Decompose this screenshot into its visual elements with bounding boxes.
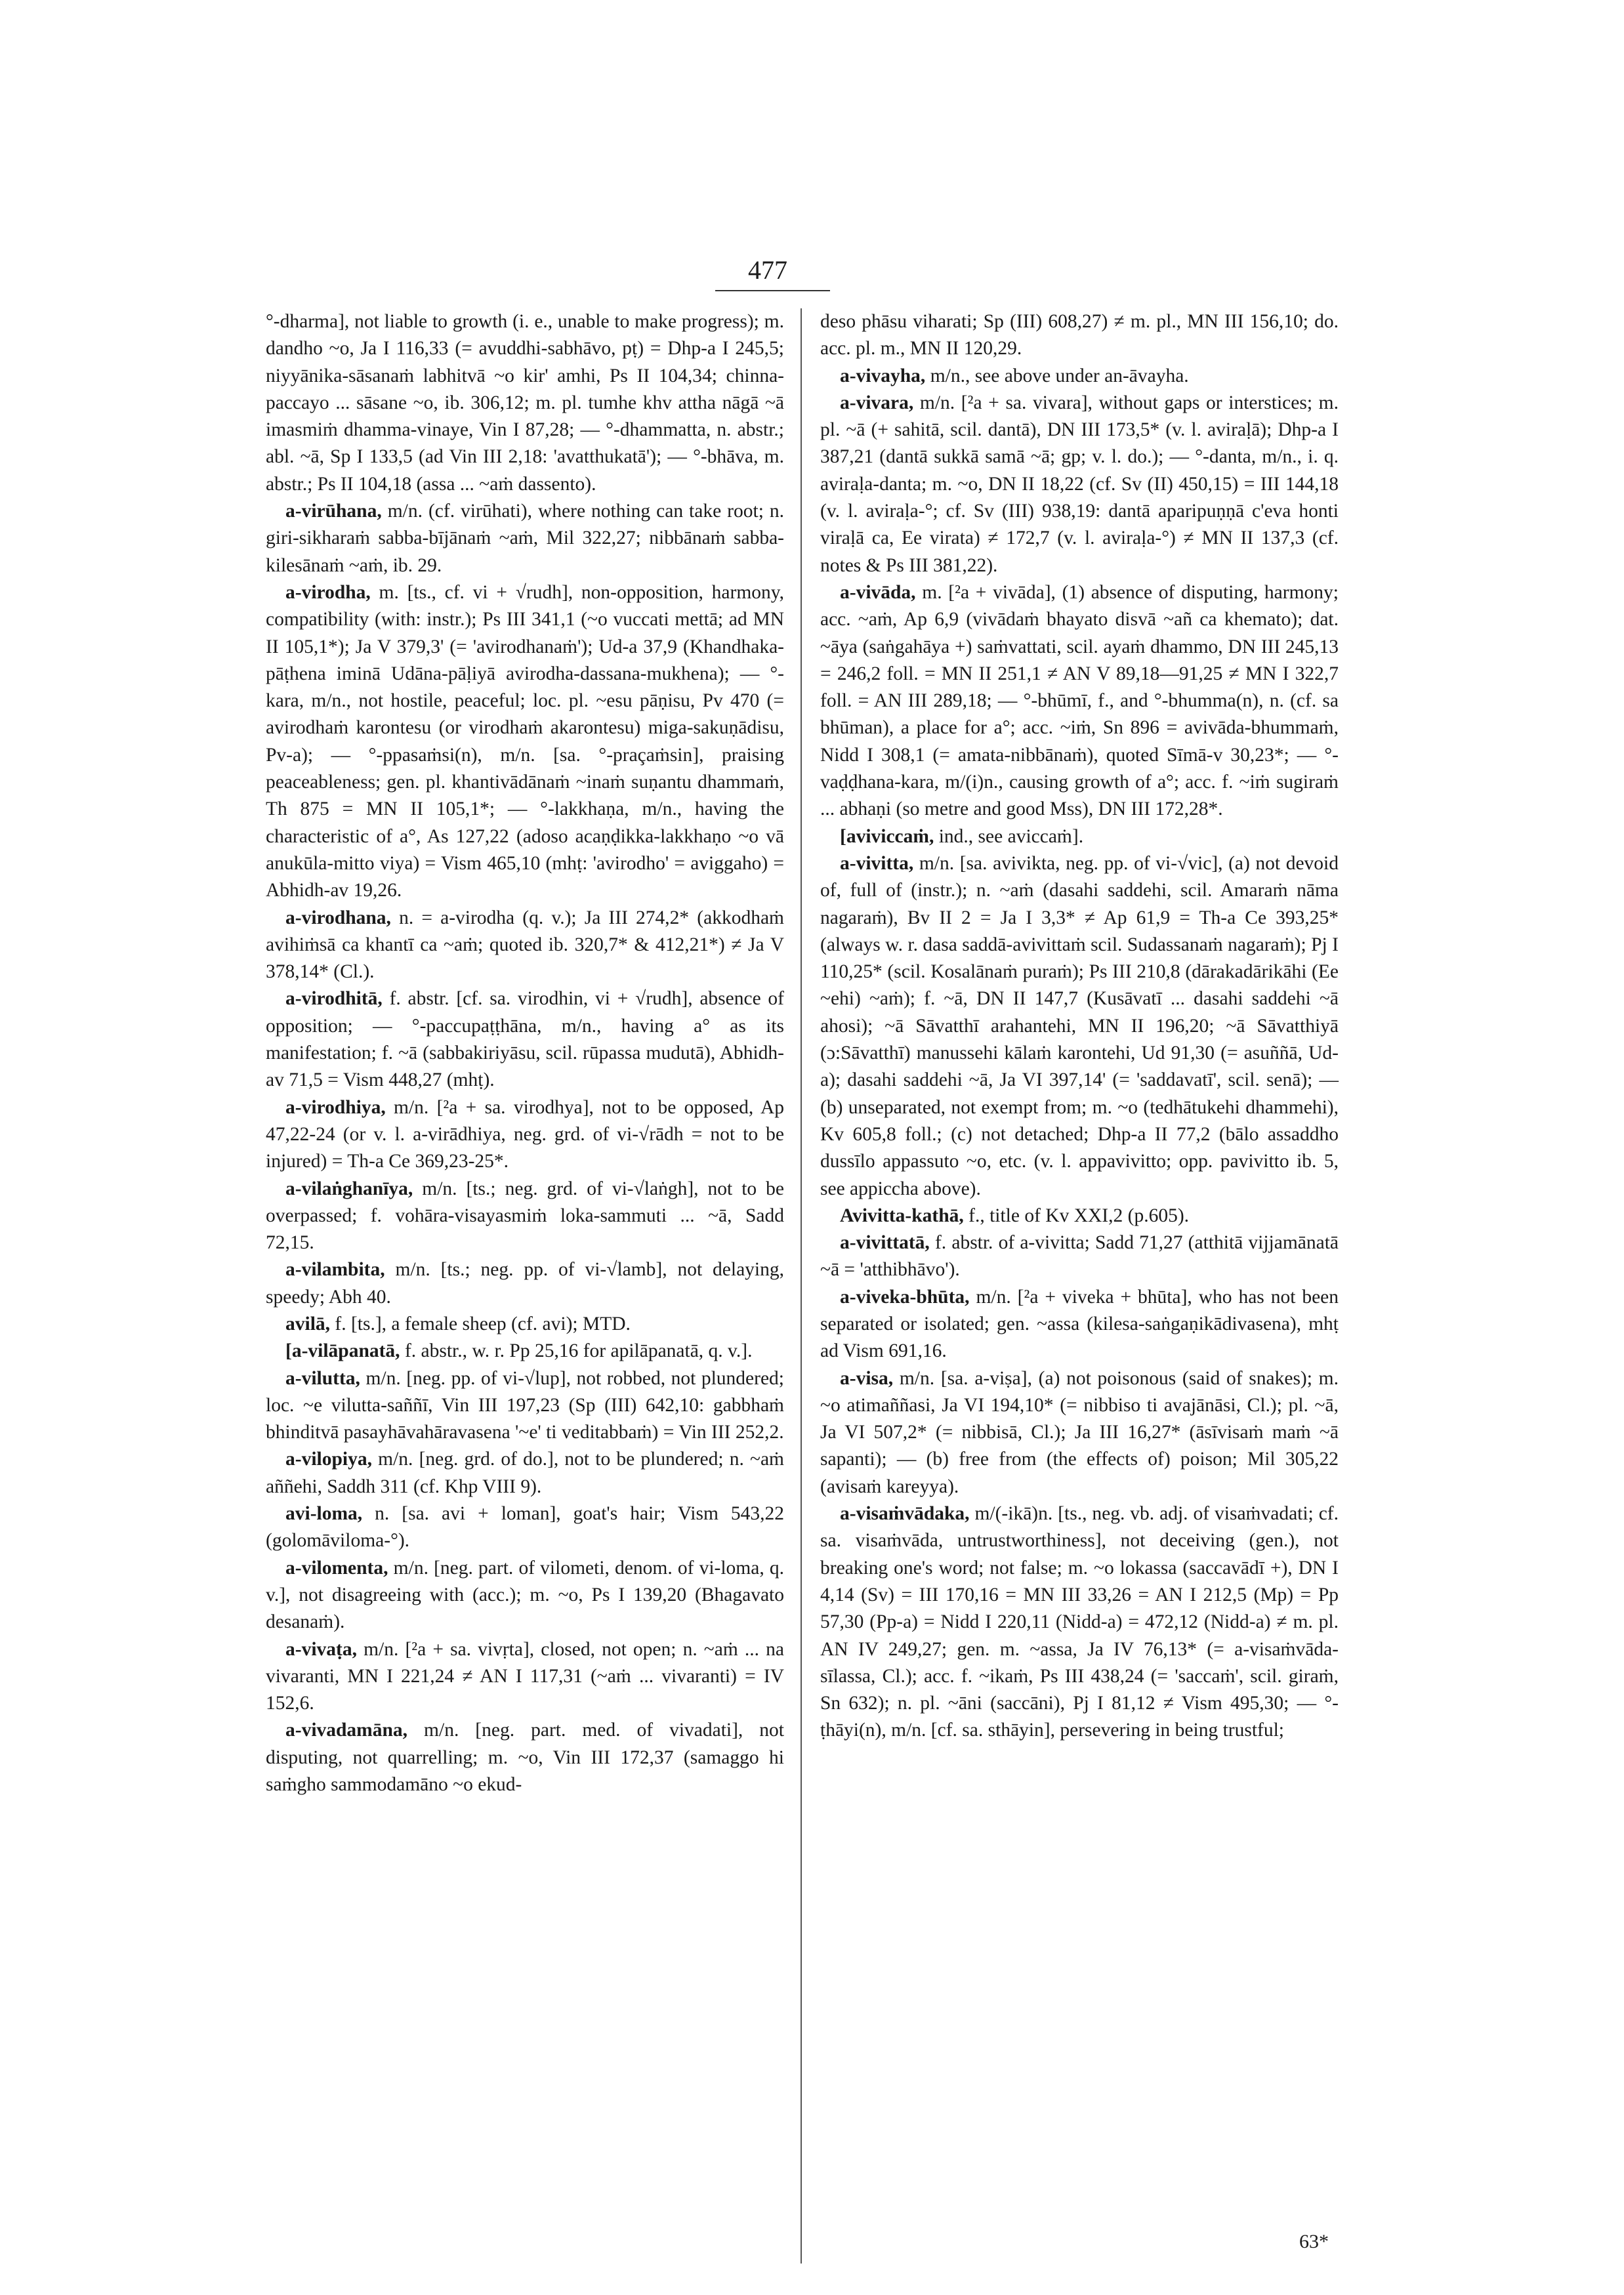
- entry-headword: [a-vilāpanatā,: [285, 1340, 400, 1362]
- entry-definition: m/n. [sa. a-viṣa], (a) not poisonous (said of snakes); m. ~o atimaññasi, Ja VI 194,10* (= nibbiso ti avajānāsi, Cl.); pl. ~ā, Ja VI 507,2* (= nibbisā, Cl.); Ja III 16,27* (āsīvisaṁ maṁ ~ā sapanti); — (b) free from (the effects of) poison; Mil 305,22 (avisaṁ kareyya).: [820, 1367, 1339, 1497]
- entry-headword: a-vivaṭa,: [285, 1638, 357, 1660]
- page-number-rule: [715, 290, 830, 291]
- entry-definition: m/n. (cf. virūhati), where nothing can take root; n. giri-sikharaṁ sabba-bījānaṁ ~aṁ, Mil 322,27; nibbānaṁ sabba-kilesānaṁ ~aṁ, ib. 29.: [266, 501, 784, 576]
- entry-headword: a-visa,: [840, 1367, 894, 1389]
- dictionary-entry: [266, 1256, 784, 1311]
- entry-definition: m/n. [²a + sa. virodhya], not to be opposed, Ap 47,22-24 (or v. l. a-virādhiya, neg. grd. of vi-√rādh = not to be injured) = Th-a Ce 369,23-25*.: [266, 1096, 785, 1172]
- entry-definition: m/n. [neg. pp. of vi-√lup], not robbed, not plundered; loc. ~e vilutta-saññī, Vin III 197,23 (Sp (III) 642,10: gabbhaṁ bhinditvā pasayhāvahāravasena '~e' ti veditabbaṁ) = Vin III 252,2.: [266, 1367, 785, 1443]
- dictionary-entry: [266, 1365, 784, 1447]
- entry-headword: a-vivayha,: [840, 365, 926, 386]
- entry-definition: n. = a-virodha (q. v.); Ja III 274,2* (akkodhaṁ avihiṁsā ca khantī ca ~aṁ; quoted ib. 320,7* & 412,21*) ≠ Ja V 378,14* (Cl.).: [266, 907, 784, 983]
- dictionary-entry: [266, 1717, 784, 1798]
- entry-headword: a-vivittatā,: [840, 1232, 930, 1254]
- entry-definition: f. abstr., w. r. Pp 25,16 for apilāpanatā, q. v.].: [404, 1340, 753, 1362]
- entry-headword: a-viveka-bhūta,: [840, 1286, 970, 1308]
- dictionary-entry: [266, 1636, 784, 1718]
- page-number: 477: [748, 255, 787, 285]
- entry-definition: m/n. [²a + viveka + bhūta], who has not been separated or isolated; gen. ~assa (kilesa-saṅgaṇikādivasena), mhṭ ad Vism 691,16.: [820, 1286, 1339, 1362]
- dictionary-entry: [266, 985, 784, 1094]
- entry-definition: m/n. [ts.; neg. pp. of vi-√lamb], not delaying, speedy; Abh 40.: [266, 1259, 784, 1308]
- entry-definition: m/n. [²a + sa. vivara], without gaps or interstices; m. pl. ~ā (+ sahitā, scil. dantā), DN III 173,5* (v. l. aviraḷā); Dhp-a I 387,21 (dantā sukkā samā ~ā; gp; v. l. do.); — °-danta, m/n., i. q. aviraḷa-danta; m. ~o, DN II 18,22 (cf. Sv (II) 450,15) = III 144,18 (v. l. aviraḷa-°; cf. Sv (III) 938,19: dantā aparipuṇṇā c'eva honti viraḷā ca, Ee virata) ≠ 172,7 (v. l. aviraḷa-°) ≠ MN II 137,3 (cf. notes & Ps III 381,22).: [820, 392, 1339, 576]
- entry-definition: m/(-ikā)n. [ts., neg. vb. adj. of visaṁvadati; cf. sa. visaṁvāda, untrustworthiness], not deceiving (gen.), not breaking one's word; not false; m. ~o lokassa (saccavādī +), DN I 4,14 (Sv) = III 170,16 = MN III 33,26 = AN I 212,5 (Mp) = Pp 57,30 (Pp-a) = Nidd I 220,11 (Nidd-a) = 472,12 (Nidd-a) ≠ m. pl. AN IV 249,27; gen. m. ~assa, Ja IV 76,13* (= a-visaṁvāda-sīlassa, Cl.); acc. f. ~ikaṁ, Ps III 438,24 (= 'saccaṁ', scil. giraṁ, Sn 632); n. pl. ~āni (saccāni), Pj I 81,12 ≠ Vism 495,30; — °-ṭhāyi(n), m/n. [cf. sa. sthāyin], persevering in being trustful;: [820, 1503, 1339, 1741]
- entry-definition: f. abstr. of a-vivitta; Sadd 71,27 (atthitā vijjamānatā ~ā = 'atthibhāvo').: [820, 1232, 1339, 1281]
- entry-headword: avilā,: [285, 1313, 331, 1334]
- entry-headword: a-vilambita,: [285, 1259, 385, 1281]
- entry-headword: [aviviccaṁ,: [840, 825, 934, 847]
- entry-headword: a-virodhitā,: [285, 988, 383, 1010]
- dictionary-entry: [820, 363, 1339, 390]
- entry-definition: m/n. [ts.; neg. grd. of vi-√laṅgh], not to be overpassed; f. vohāra-visayasmiṁ loka-sammuti ... ~ā, Sadd 72,15.: [266, 1178, 785, 1254]
- entry-definition: m. [²a + vivāda], (1) absence of disputing, harmony; acc. ~aṁ, Ap 6,9 (vivādaṁ bhayato disvā ~añ ca khemato); dat. ~āya (saṅgahāya +) saṁvattati, scil. ayaṁ dhammo, DN III 245,13 = 246,2 foll. = MN II 251,1 ≠ AN V 89,18—91,25 ≠ MN I 322,7 foll. = AN III 289,18; — °-bhūmī, f., and °-bhumma(n), n. (cf. sa bhūman), a place for a°; acc. ~iṁ, Sn 896 = avivāda-bhummaṁ, Nidd I 308,1 (= amata-nibbānaṁ), quoted Sīmā-v 30,23*; — °-vaḍḍhana-kara, m/(i)n., causing growth of a°; acc. f. ~iṁ sugiraṁ ... abhaṇi (so metre and good Mss), DN III 172,28*.: [820, 581, 1339, 820]
- entry-headword: a-vilaṅghanīya,: [285, 1178, 413, 1199]
- entry-definition: m/n. [sa. avivikta, neg. pp. of vi-√vic], (a) not devoid of, full of (instr.); n. ~aṁ (dasahi saddehi, scil. Amaraṁ nāma nagaraṁ), Bv II 2 = Ja I 3,3* ≠ Ap 61,9 = Th-a Ce 393,25* (always w. r. dasa saddā-avivittaṁ scil. Sudassanaṁ nagaraṁ); Pj I 110,25* (scil. Kosalānaṁ puraṁ); Ps III 210,8 (dārakadārikāhi (Ee ~ehi) ~aṁ); f. ~ā, DN II 147,7 (Kusāvatī ... dasahi saddehi ~ā ahosi); ~ā Sāvatthī arahantehi, MN II 196,20; ~ā Sāvatthiyā (ɔ:Sāvatthī) manussehi kālaṁ karontehi, Ud 91,30 (= asuññā, Ud-a); dasahi saddehi ~ā, Ja VI 397,14' (= 'saddavatī', scil. senā); — (b) unseparated, not exempt from; m. ~o (tedhātukehi dhammehi), Kv 605,8 foll.; (c) not detached; Dhp-a II 77,2 (bālo assaddho dussīlo appassuto ~o, etc. (v. l. appavivitto; opp. pavivitto ib. 5, see appiccha above).: [820, 852, 1339, 1199]
- entry-definition: m/n. [neg. part. of vilometi, denom. of vi-loma, q. v.], not disagreeing with (acc.); m. ~o, Ps I 139,20 (Bhagavato desanaṁ).: [266, 1557, 784, 1633]
- entry-headword: a-virodha,: [285, 581, 371, 603]
- right-column: [820, 308, 1339, 1745]
- dictionary-entry: [820, 390, 1339, 579]
- dictionary-entry: [820, 823, 1339, 850]
- entry-definition: m/n. [neg. grd. of do.], not to be plundered; n. ~aṁ aññehi, Saddh 311 (cf. Khp VIII 9).: [266, 1449, 784, 1497]
- entry-headword: a-vivara,: [840, 392, 914, 413]
- entry-definition: f. [ts.], a female sheep (cf. avi); MTD.: [335, 1313, 631, 1334]
- dictionary-entry: [820, 1365, 1339, 1500]
- entry-headword: a-vivadamāna,: [285, 1720, 408, 1741]
- dictionary-entry: [266, 1176, 784, 1257]
- dictionary-entry: [820, 1284, 1339, 1365]
- dictionary-entry: [266, 1094, 784, 1176]
- dictionary-entry: [820, 1230, 1339, 1284]
- dictionary-entry: [820, 579, 1339, 823]
- entry-headword: Avivitta-kathā,: [840, 1205, 964, 1226]
- entry-definition: °-dharma], not liable to growth (i. e., unable to make progress); m. dandho ~o, Ja I 116,33 (= avuddhi-sabhāvo, pṭ) = Dhp-a I 245,5; niyyānika-sāsanaṁ labhitvā ~o kir' amhi, Ps II 104,34; chinna-paccayo ... sāsane ~o, ib. 306,12; m. pl. tumhe khv attha nāgā ~ā imasmiṁ dhamma-vinaye, Vin I 87,28; — °-dhammatta, n. abstr.; abl. ~ā, Sp I 133,5 (ad Vin III 2,18: 'avatthukatā'); — °-bhāva, m. abstr.; Ps II 104,18 (assa ... ~aṁ dassento).: [266, 311, 784, 495]
- entry-definition: deso phāsu viharati; Sp (III) 608,27) ≠ m. pl., MN III 156,10; do. acc. pl. m., MN II 120,29.: [820, 311, 1339, 360]
- entry-headword: avi-loma,: [285, 1503, 363, 1525]
- entry-headword: a-vilutta,: [285, 1367, 360, 1389]
- dictionary-entry: [820, 850, 1339, 1203]
- dictionary-entry: [266, 498, 784, 579]
- entry-headword: a-vilopiya,: [285, 1449, 372, 1470]
- entry-definition: f., title of Kv XXI,2 (p.605).: [968, 1205, 1190, 1226]
- entry-headword: a-vivitta,: [840, 852, 914, 874]
- entry-definition: n. [sa. avi + loman], goat's hair; Vism 543,22 (golomāviloma-°).: [266, 1503, 785, 1552]
- left-column: [266, 308, 784, 1798]
- entry-headword: a-vilomenta,: [285, 1557, 388, 1579]
- dictionary-entry: [266, 308, 784, 498]
- dictionary-entry: [266, 905, 784, 986]
- signature-mark: 63*: [1299, 2231, 1329, 2252]
- entry-definition: m/n., see above under an-āvayha.: [930, 365, 1189, 386]
- dictionary-entry: [266, 1311, 784, 1338]
- entry-definition: f. abstr. [cf. sa. virodhin, vi + √rudh], absence of opposition; — °-paccupaṭṭhāna, m/n., having a° as its manifestation; f. ~ā (sabbakiriyāsu, scil. rūpassa mudutā), Abhidh-av 71,5 = Vism 448,27 (mhṭ).: [266, 988, 785, 1091]
- dictionary-entry: [266, 1338, 784, 1365]
- dictionary-entry: [266, 579, 784, 905]
- dictionary-entry: [266, 1446, 784, 1500]
- entry-headword: a-virūhana,: [285, 501, 382, 522]
- dictionary-entry: [820, 308, 1339, 363]
- entry-headword: a-virodhana,: [285, 907, 391, 928]
- entry-definition: m. [ts., cf. vi + √rudh], non-opposition, harmony, compatibility (with: instr.); Ps III 341,1 (~o vuccati mettā; ad MN II 105,1*); Ja V 379,3' (= 'avirodhanaṁ'); Ud-a 37,9 (Khandhaka-pāṭhena iminā Udāna-pāḷiyā avirodha-dassana-mukhena); — °-kara, m/n., not hostile, peaceful; loc. pl. ~esu pāṇisu, Pv 470 (= avirodhaṁ karontesu (or virodhaṁ akarontesu) miga-sakuṇādisu, Pv-a); — °-ppasaṁsi(n), m/n. [sa. °-praçaṁsin], praising peaceableness; gen. pl. khantivādānaṁ ~inaṁ suṇantu dhammaṁ, Th 875 = MN II 105,1*; — °-lakkhaṇa, m/n., having the characteristic of a°, As 127,22 (adoso acaṇḍikka-lakkhaṇo ~o vā anukūla-mitto viya) = Vism 465,10 (mhṭ: 'avirodho' = aviggaho) = Abhidh-av 19,26.: [266, 581, 785, 901]
- column-divider: [801, 308, 802, 2264]
- entry-definition: m/n. [neg. part. med. of vivadati], not disputing, not quarrelling; m. ~o, Vin III 172,37 (samaggo hi saṁgho sammodamāno ~o ekud-: [266, 1720, 784, 1796]
- entry-headword: a-visaṁvādaka,: [840, 1503, 970, 1525]
- entry-headword: a-vivāda,: [840, 581, 916, 603]
- entry-definition: ind., see aviccaṁ].: [938, 825, 1084, 847]
- dictionary-entry: [266, 1555, 784, 1636]
- entry-definition: m/n. [²a + sa. vivṛta], closed, not open; n. ~aṁ ... na vivaranti, MN I 221,24 ≠ AN I 117,31 (~aṁ ... vivaranti) = IV 152,6.: [266, 1638, 785, 1714]
- dictionary-entry: [266, 1500, 784, 1555]
- dictionary-entry: [820, 1203, 1339, 1230]
- dictionary-entry: [820, 1500, 1339, 1745]
- entry-headword: a-virodhiya,: [285, 1096, 386, 1118]
